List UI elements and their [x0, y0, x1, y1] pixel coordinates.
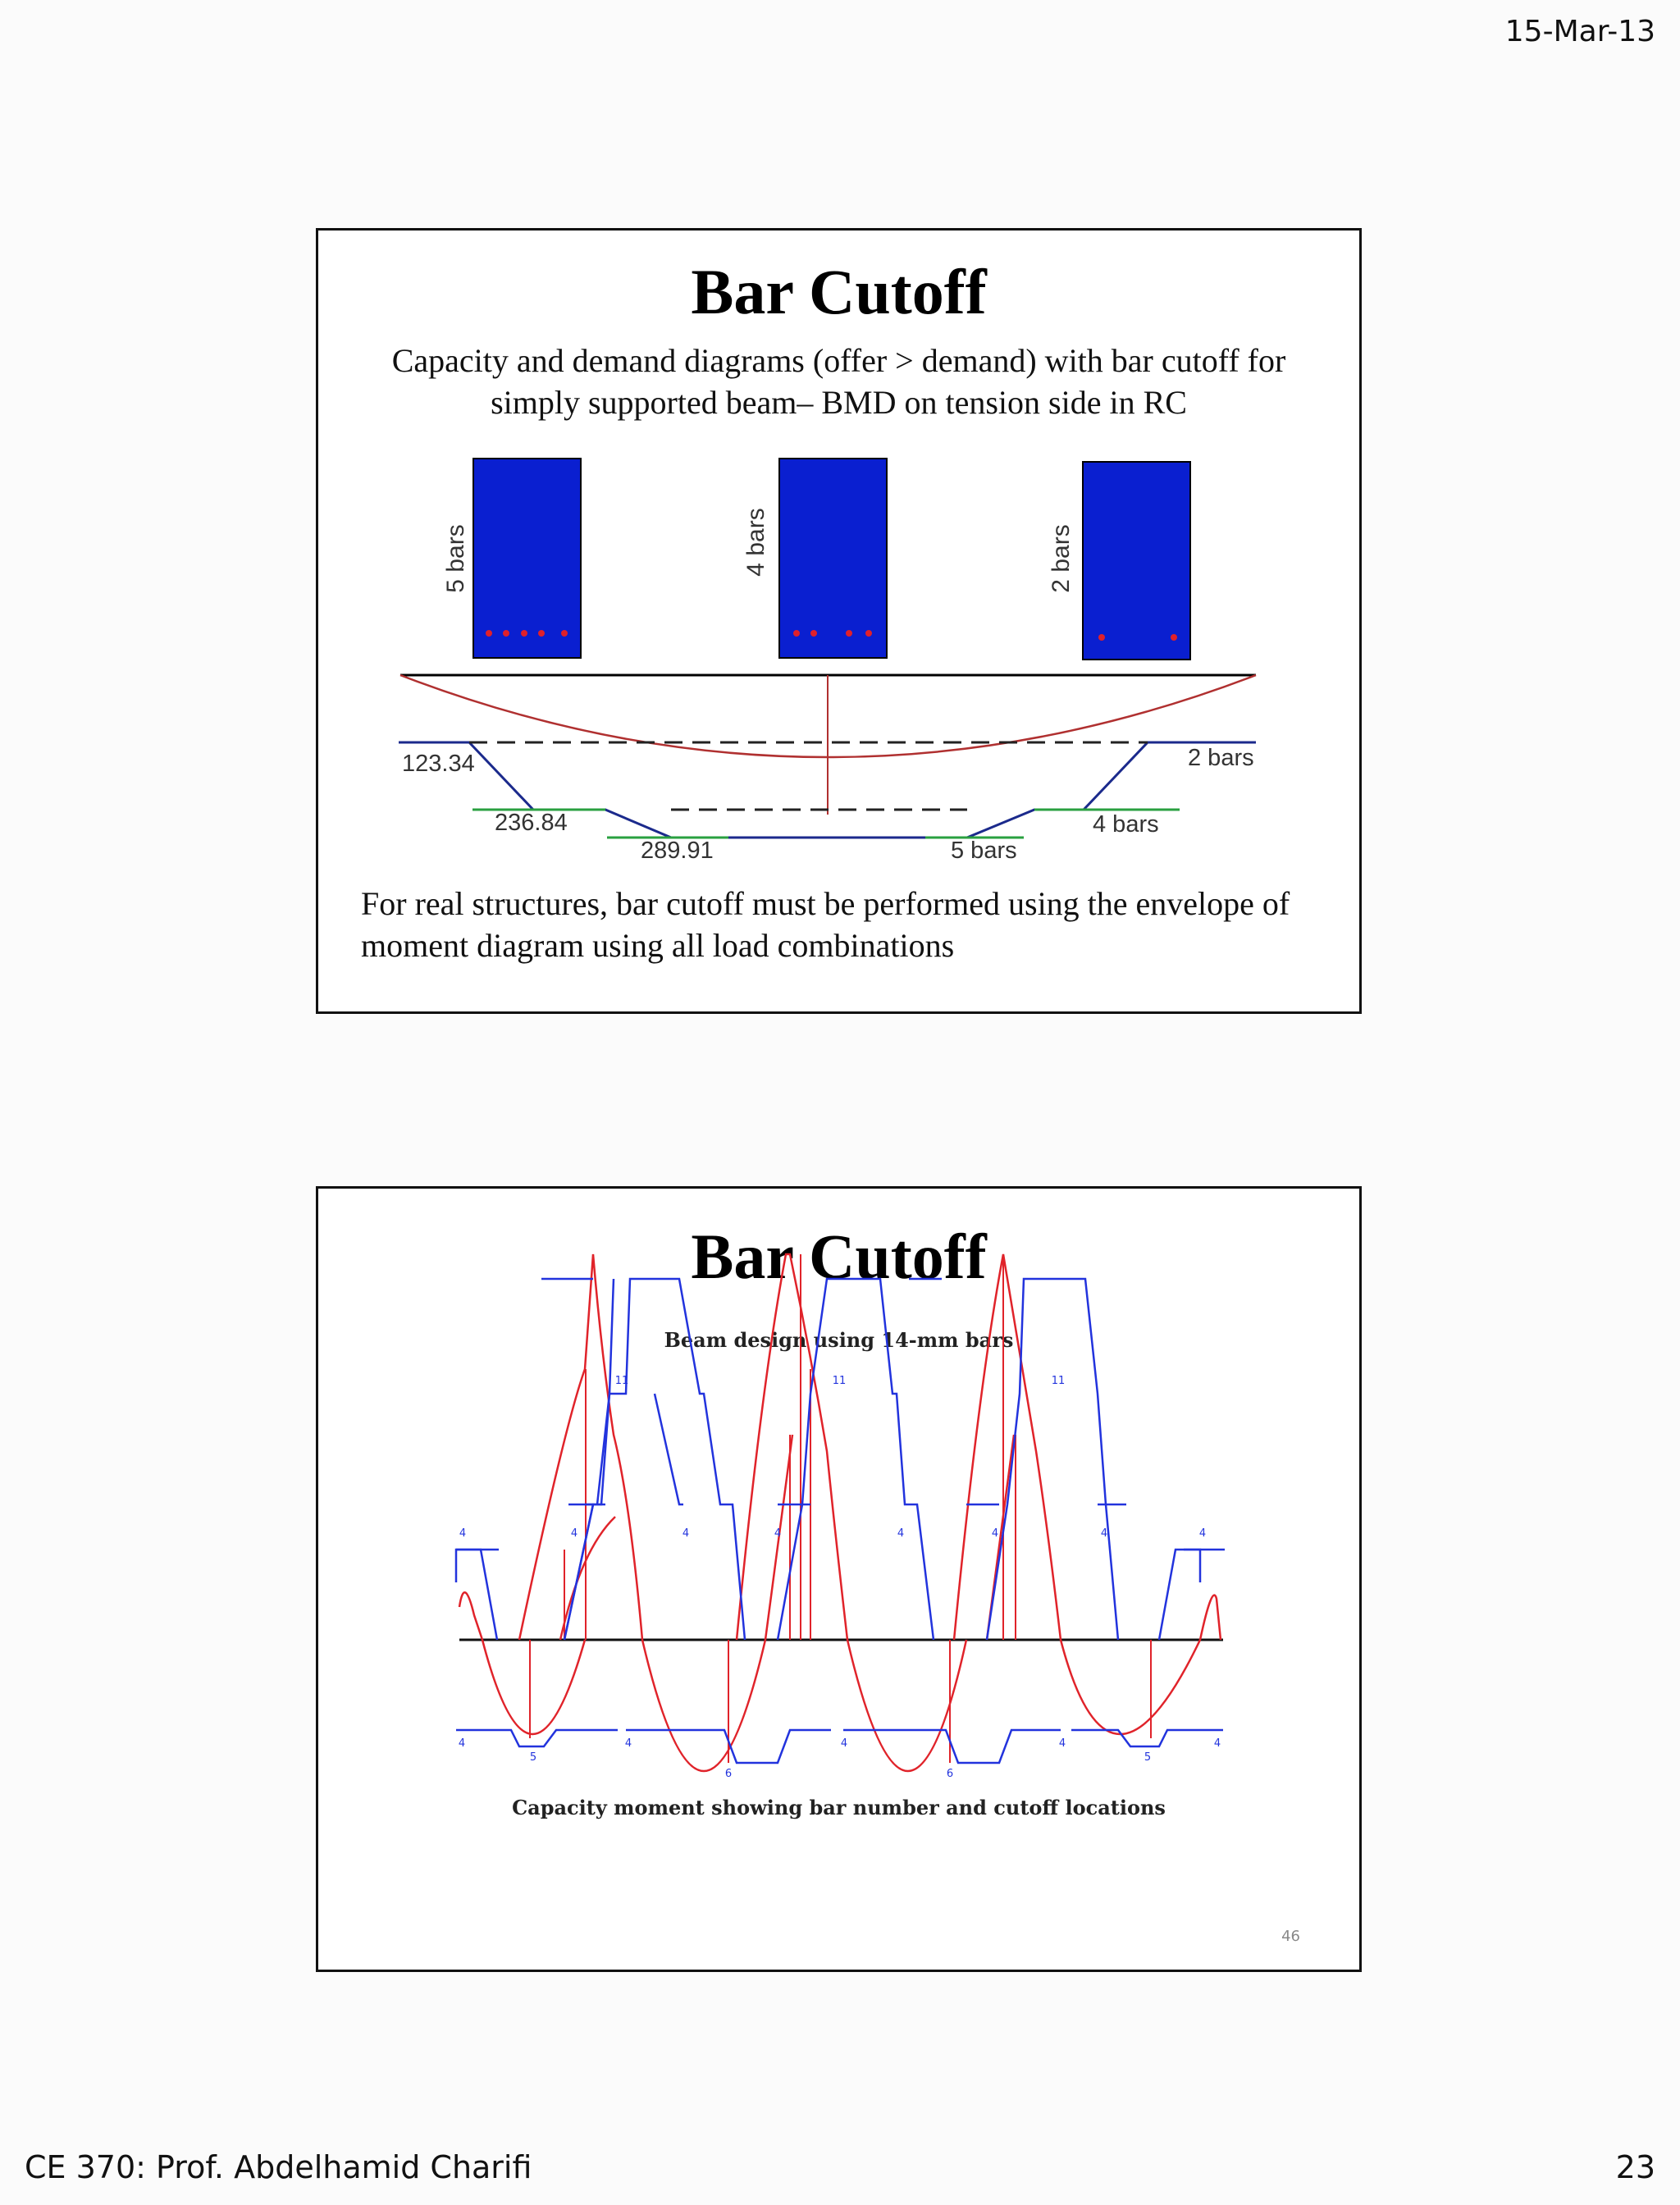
top-label: 4	[774, 1527, 782, 1540]
bottom-label: 4	[840, 1737, 848, 1750]
top-label: 4	[682, 1527, 690, 1540]
top-label: 11	[832, 1375, 847, 1387]
slide-title: Bar Cutoff	[691, 1221, 987, 1292]
moment-span-2	[642, 1640, 765, 1771]
section-4-bars	[742, 459, 887, 658]
section-label: 4 bars	[742, 508, 769, 577]
label-123-34: 123.34	[402, 751, 475, 777]
bottom-label: 6	[946, 1768, 954, 1780]
figure-caption: Capacity moment showing bar number and cutoff locations	[512, 1796, 1166, 1819]
capacity-moment-diagram	[318, 1189, 1364, 1974]
figure-title: Beam design using 14-mm bars	[664, 1328, 1014, 1352]
top-label: 11	[1051, 1375, 1066, 1387]
capacity-bottom	[456, 1730, 1223, 1763]
section-5-bars	[442, 459, 581, 658]
moment-support-1	[519, 1254, 642, 1640]
section-2-bars	[1048, 462, 1190, 660]
section-label: 5 bars	[442, 524, 469, 593]
top-label: 4	[1198, 1527, 1207, 1540]
footer-page-number: 23	[1615, 2149, 1655, 2185]
slide-bar-cutoff-simply-supported	[316, 228, 1362, 1014]
footer-course: CE 370: Prof. Abdelhamid Charifi	[25, 2149, 532, 2185]
bottom-label: 4	[624, 1737, 632, 1750]
top-label: 4	[570, 1527, 578, 1540]
label-right-5-bars: 5 bars	[951, 838, 1017, 864]
bottom-label: 6	[724, 1768, 733, 1780]
moment-support-2	[737, 1254, 847, 1640]
moment-verticals	[530, 1254, 1151, 1763]
top-label: 4	[459, 1527, 467, 1540]
bottom-label: 4	[1058, 1737, 1066, 1750]
moment-left-end	[459, 1592, 482, 1640]
label-right-4-bars: 4 bars	[1093, 811, 1159, 838]
moment-right-end	[1200, 1596, 1221, 1640]
label-236-84: 236.84	[495, 810, 568, 836]
label-289-91: 289.91	[641, 838, 714, 864]
top-label: 4	[1100, 1527, 1108, 1540]
moment-span-4	[1061, 1640, 1200, 1734]
page-date: 15-Mar-13	[1504, 15, 1655, 48]
top-label: 4	[897, 1527, 905, 1540]
slide-note: For real structures, bar cutoff must be performed using the envelope of moment diagram using all load combinations	[361, 885, 1290, 964]
moment-support-3	[954, 1254, 1061, 1640]
slide-title: Bar Cutoff	[691, 256, 987, 327]
top-label: 4	[991, 1527, 999, 1540]
moment-span-1	[482, 1640, 585, 1734]
bottom-label: 4	[458, 1737, 466, 1750]
top-label: 11	[614, 1375, 629, 1387]
slide-number: 46	[1281, 1928, 1300, 1945]
section-rect	[1083, 462, 1190, 660]
section-rect	[779, 459, 887, 658]
moment-span-3	[847, 1640, 966, 1771]
bottom-label: 5	[529, 1751, 537, 1764]
bottom-label: 4	[1213, 1737, 1221, 1750]
section-label: 2 bars	[1048, 524, 1075, 593]
label-right-2-bars: 2 bars	[1188, 745, 1254, 771]
section-rect	[473, 459, 581, 658]
slide-subtitle: Capacity and demand diagrams (offer > demand) with bar cutoff for simply supported beam– BMD on tension side in RC	[391, 342, 1286, 421]
bottom-label: 5	[1144, 1751, 1152, 1764]
slide-bar-cutoff-continuous	[316, 1186, 1362, 1972]
